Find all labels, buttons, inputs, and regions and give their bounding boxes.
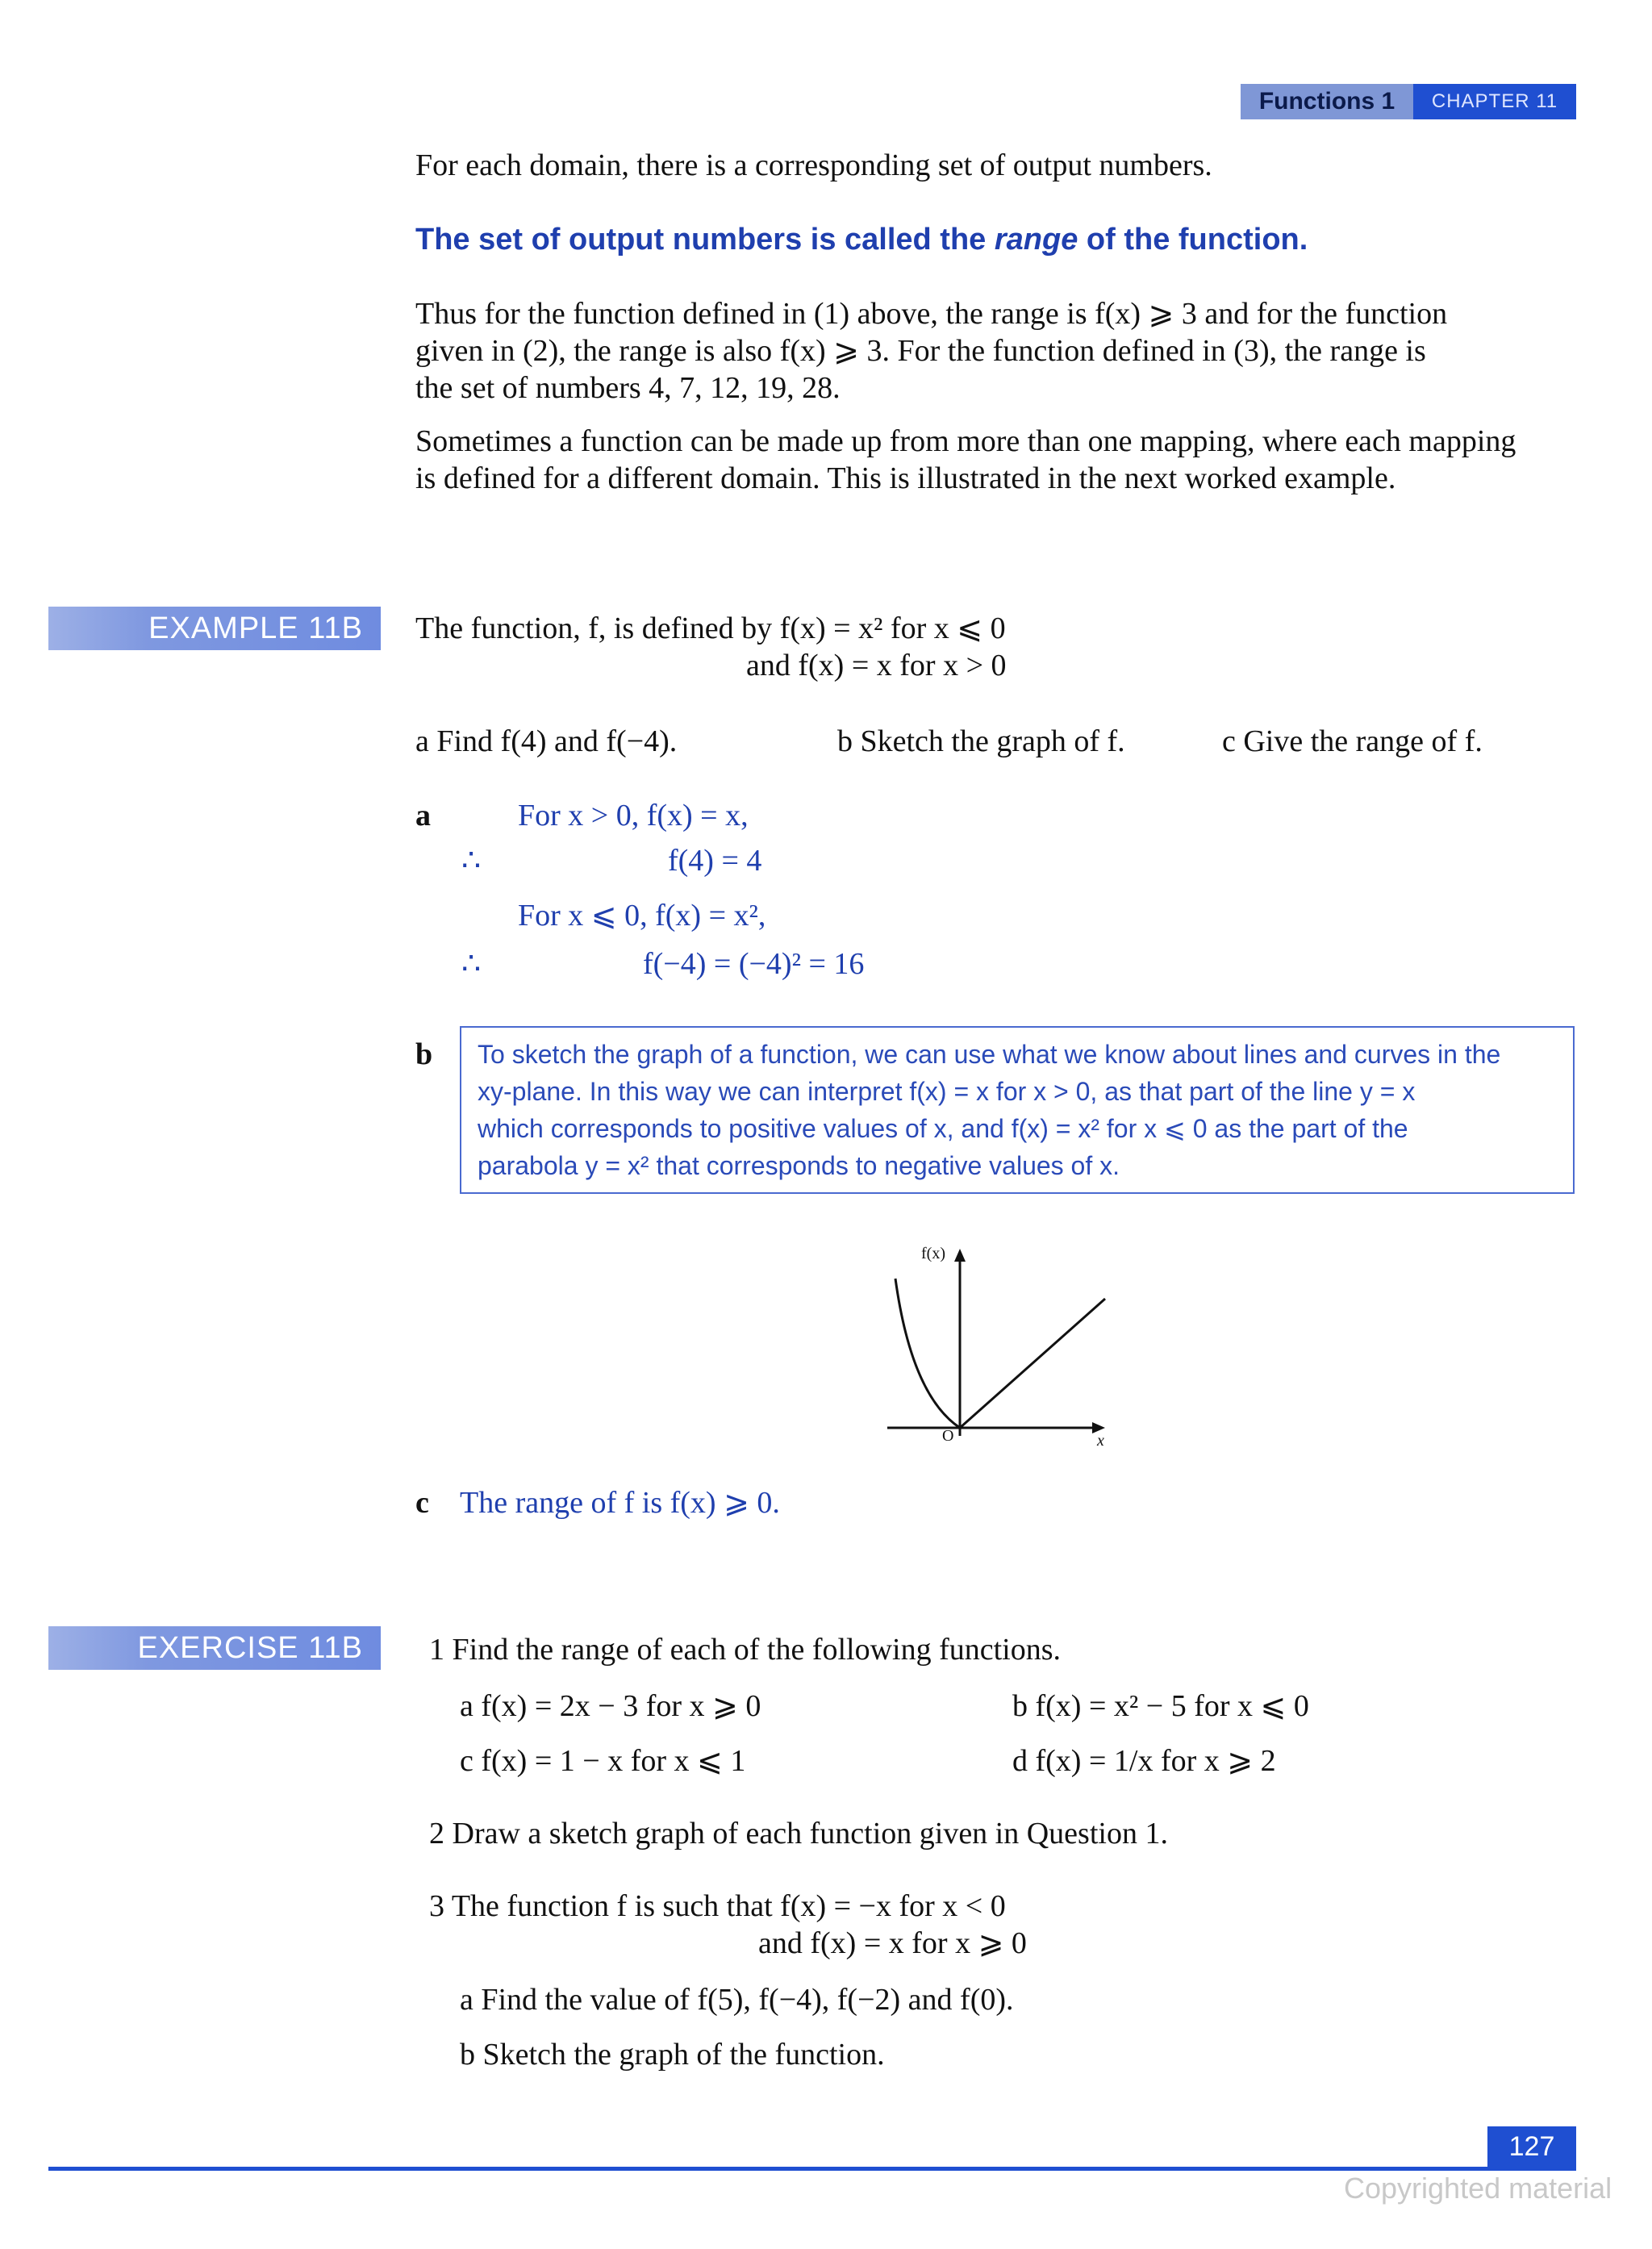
y-axis-label: f(x) xyxy=(921,1245,945,1262)
example-statement-line-1: The function, f, is defined by f(x) = x² for x ⩽ 0 xyxy=(415,611,1006,645)
example-question-c: c Give the range of f. xyxy=(1222,724,1483,758)
solution-c-letter: c xyxy=(415,1486,429,1520)
range-definition xyxy=(415,221,1308,258)
exercise-question-2: 2 Draw a sketch graph of each function given in Question 1. xyxy=(429,1817,1168,1851)
hint-line-4: parabola y = x² that corresponds to negative values of x. xyxy=(478,1151,1120,1180)
exercise-q1-part-c: c f(x) = 1 − x for x ⩽ 1 xyxy=(460,1744,746,1778)
sketch-hint-box xyxy=(460,1026,1575,1194)
exercise-question-3-line-2: and f(x) = x for x ⩾ 0 xyxy=(758,1926,1027,1960)
p2-line-2: given in (2), the range is also f(x) ⩾ 3. For the function defined in (3), the range is xyxy=(415,334,1426,368)
p3-line-2: is defined for a different domain. This is illustrated in the next worked example. xyxy=(415,461,1396,495)
line-branch xyxy=(960,1299,1105,1428)
exercise-q1-part-d: d f(x) = 1/x for x ⩾ 2 xyxy=(1012,1744,1276,1778)
origin-label: O xyxy=(942,1427,954,1445)
therefore-symbol-1: ∴ xyxy=(461,844,482,878)
solution-a-line-3: For x ⩽ 0, f(x) = x², xyxy=(518,899,766,933)
chapter-tab: CHAPTER 11 xyxy=(1413,84,1576,119)
exercise-label: EXERCISE 11B xyxy=(48,1626,381,1670)
hint-line-1: To sketch the graph of a function, we can use what we know about lines and curves in the xyxy=(478,1040,1501,1069)
hint-line-2: xy-plane. In this way we can interpret f(x) = x for x > 0, as that part of the line y = x xyxy=(478,1077,1416,1106)
intro-paragraph-2 xyxy=(415,295,1447,407)
definition-pre: The set of output numbers is called the xyxy=(415,223,995,257)
exercise-question-3-line-1: 3 The function f is such that f(x) = −x for x < 0 xyxy=(429,1889,1006,1923)
exercise-q3-part-b: b Sketch the graph of the function. xyxy=(460,2038,885,2072)
example-question-b: b Sketch the graph of f. xyxy=(837,724,1125,758)
intro-paragraph-1: For each domain, there is a corresponding set of output numbers. xyxy=(415,148,1212,182)
page-number: 127 xyxy=(1487,2126,1576,2167)
example-label: EXAMPLE 11B xyxy=(48,607,381,650)
solution-b-letter: b xyxy=(415,1037,433,1071)
solution-a-line-1: For x > 0, f(x) = x, xyxy=(518,799,749,832)
exercise-q1-part-a: a f(x) = 2x − 3 for x ⩾ 0 xyxy=(460,1689,761,1723)
p2-line-1: Thus for the function defined in (1) above, the range is f(x) ⩾ 3 and for the function xyxy=(415,297,1448,331)
exercise-q1-part-b: b f(x) = x² − 5 for x ⩽ 0 xyxy=(1012,1689,1309,1723)
footer-rule xyxy=(48,2167,1576,2171)
y-axis-arrow xyxy=(954,1249,966,1262)
solution-a-letter: a xyxy=(415,799,431,832)
hint-line-3: which corresponds to positive values of x, and f(x) = x² for x ⩽ 0 as the part of the xyxy=(478,1114,1408,1143)
parabola-branch xyxy=(895,1279,960,1428)
watermark-text: Copyrighted material xyxy=(1344,2172,1612,2205)
exercise-q3-part-a: a Find the value of f(5), f(−4), f(−2) and f(0). xyxy=(460,1983,1014,2017)
section-tab: Functions 1 xyxy=(1241,84,1413,119)
example-statement-line-2: and f(x) = x for x > 0 xyxy=(746,649,1007,682)
x-axis-label: x xyxy=(1097,1432,1104,1450)
solution-a-line-4: f(−4) = (−4)² = 16 xyxy=(643,947,865,981)
p3-line-1: Sometimes a function can be made up from more than one mapping, where each mapping xyxy=(415,424,1516,458)
p2-line-3: the set of numbers 4, 7, 12, 19, 28. xyxy=(415,371,841,405)
therefore-symbol-2: ∴ xyxy=(461,947,482,981)
definition-post: of the function. xyxy=(1078,223,1308,257)
function-graph xyxy=(879,1234,1121,1460)
definition-term: range xyxy=(994,223,1078,257)
intro-paragraph-3 xyxy=(415,423,1516,497)
solution-a-line-2: f(4) = 4 xyxy=(668,844,762,878)
example-question-a: a Find f(4) and f(−4). xyxy=(415,724,678,758)
exercise-question-1: 1 Find the range of each of the following functions. xyxy=(429,1633,1062,1667)
solution-c-text: The range of f is f(x) ⩾ 0. xyxy=(460,1486,780,1520)
